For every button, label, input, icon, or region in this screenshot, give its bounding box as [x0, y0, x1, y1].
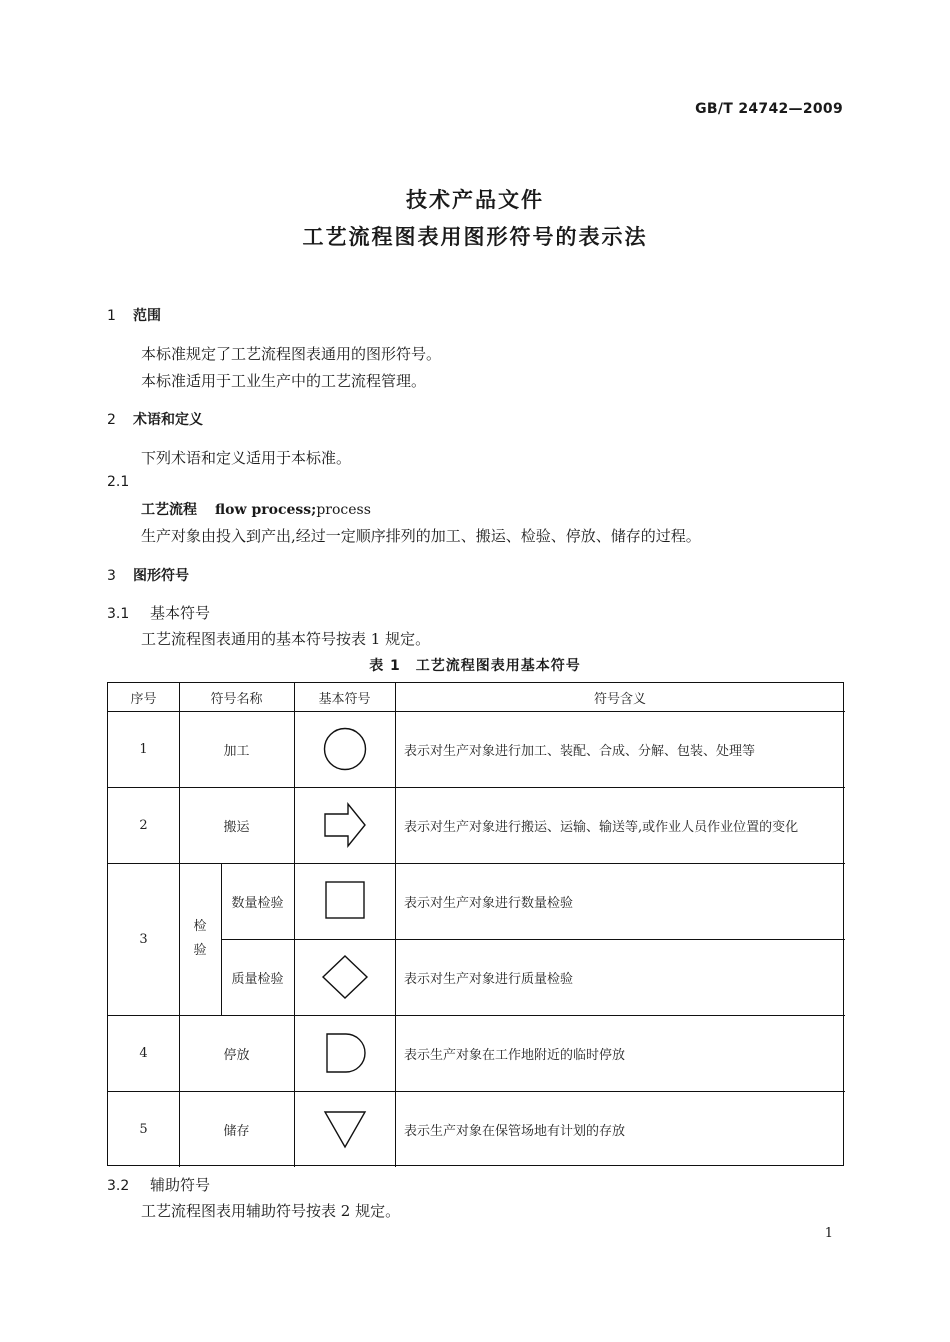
section-1-heading — [107, 305, 161, 325]
term-entry — [141, 499, 371, 519]
row-1-symbol — [294, 711, 395, 787]
row-2-name: 搬运 — [223, 819, 250, 835]
row-4-meaning: 表示生产对象在工作地附近的临时停放 — [404, 1047, 626, 1063]
term-chinese: 工艺流程 — [141, 502, 197, 518]
subsection-3-2-text: 工艺流程图表用辅助符号按表 2 规定。 — [141, 1202, 401, 1220]
group-char: 验 — [193, 943, 207, 958]
row-3b-symbol — [294, 939, 395, 1015]
row-3-no: 3 — [139, 931, 148, 947]
section-1-paragraph-1: 本标准规定了工艺流程图表通用的图形符号。 — [141, 345, 442, 363]
subsection-2-1-number: 2.1 — [107, 474, 130, 490]
row-1-no: 1 — [139, 741, 148, 757]
row-3a-meaning: 表示对生产对象进行数量检验 — [404, 895, 574, 911]
row-1-meaning: 表示对生产对象进行加工、装配、合成、分解、包装、处理等 — [404, 743, 756, 759]
section-2-heading — [107, 409, 203, 429]
section-number: 3 — [107, 568, 116, 584]
down-triangle-icon — [322, 1106, 368, 1152]
section-3-heading — [107, 565, 189, 585]
standard-code: GB/T 24742—2009 — [695, 101, 843, 117]
document-title-line-2: 工艺流程图表用图形符号的表示法 — [302, 225, 648, 249]
row-5-symbol — [294, 1091, 395, 1167]
row-3b-name: 质量检验 — [231, 971, 284, 987]
arrow-right-icon — [322, 802, 368, 848]
diamond-icon — [321, 954, 369, 1000]
row-3a-symbol — [294, 863, 395, 939]
header-name: 符号名称 — [210, 691, 263, 707]
section-number: 1 — [107, 308, 116, 324]
page-number: 1 — [824, 1226, 833, 1241]
term-english: flow process — [215, 502, 312, 518]
row-1-name: 加工 — [223, 743, 250, 759]
subsection-number: 3.1 — [107, 606, 130, 622]
section-title: 范围 — [133, 308, 161, 324]
row-5-name: 储存 — [223, 1123, 250, 1139]
term-separator: ; — [311, 502, 317, 518]
group-char: 检 — [193, 919, 207, 934]
row-5-meaning: 表示生产对象在保管场地有计划的存放 — [404, 1123, 626, 1139]
header-no: 序号 — [130, 691, 157, 707]
row-4-name: 停放 — [223, 1047, 250, 1063]
subsection-3-1-text: 工艺流程图表通用的基本符号按表 1 规定。 — [141, 630, 431, 648]
row-2-symbol — [294, 787, 395, 863]
delay-d-shape-icon — [322, 1030, 368, 1076]
subsection-title: 基本符号 — [150, 604, 211, 622]
header-meaning: 符号含义 — [593, 691, 646, 707]
document-title-line-1: 技术产品文件 — [406, 188, 544, 212]
row-2-no: 2 — [139, 817, 148, 833]
basic-symbols-table — [107, 682, 844, 1166]
section-title: 图形符号 — [133, 568, 189, 584]
row-5-no: 5 — [139, 1121, 148, 1137]
square-icon — [322, 878, 368, 924]
section-2-intro: 下列术语和定义适用于本标准。 — [141, 449, 352, 467]
row-4-symbol — [294, 1015, 395, 1091]
subsection-number: 3.2 — [107, 1178, 130, 1194]
row-3b-meaning: 表示对生产对象进行质量检验 — [404, 971, 574, 987]
term-alternative: process — [316, 502, 371, 518]
row-3-group-label — [179, 863, 221, 1015]
table-caption: 表 1 工艺流程图表用基本符号 — [369, 658, 581, 674]
section-number: 2 — [107, 412, 116, 428]
term-definition: 生产对象由投入到产出,经过一定顺序排列的加工、搬运、检验、停放、储存的过程。 — [141, 527, 701, 545]
header-symbol: 基本符号 — [318, 691, 371, 707]
circle-icon — [322, 726, 368, 772]
subsection-3-2-heading — [107, 1174, 210, 1195]
row-3a-name: 数量检验 — [231, 895, 284, 911]
row-2-meaning: 表示对生产对象进行搬运、运输、输送等,或作业人员作业位置的变化 — [404, 819, 799, 835]
section-title: 术语和定义 — [133, 412, 203, 428]
section-1-paragraph-2: 本标准适用于工业生产中的工艺流程管理。 — [141, 372, 427, 390]
subsection-title: 辅助符号 — [150, 1176, 211, 1194]
subsection-3-1-heading — [107, 602, 210, 623]
row-4-no: 4 — [139, 1045, 148, 1061]
